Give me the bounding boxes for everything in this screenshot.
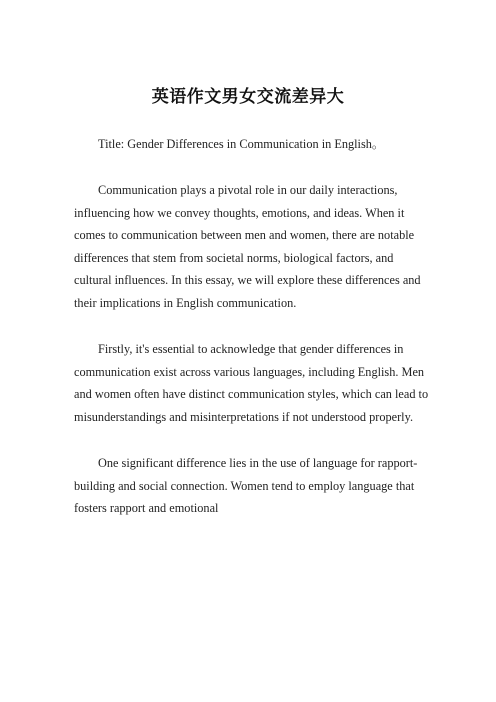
document-heading: 英语作文男女交流差异大 [151,87,345,107]
paragraph-1: Communication plays a pivotal role in our daily interactions, influencing how we convey thoughts, emotions, and ideas. When it comes to communication between men and women, there are notable differences that stem from societal norms, biological factors, and cultural influences. In this essay, we will explore these differences and their implications in English communication. [74,183,421,310]
essay-title-line: Title: Gender Differences in Communication in English。 [98,137,385,151]
paragraph-2: Firstly, it's essential to acknowledge that gender differences in communication exist across various languages, including English. Men and women often have distinct communication styles, which can lead to misunderstandings and misinterpretations if not understood properly. [74,342,429,424]
paragraph-3: One significant difference lies in the use of language for rapport-building and social connection. Women tend to employ language that fosters rapport and emotional [74,456,418,515]
essay-body [74,179,434,544]
